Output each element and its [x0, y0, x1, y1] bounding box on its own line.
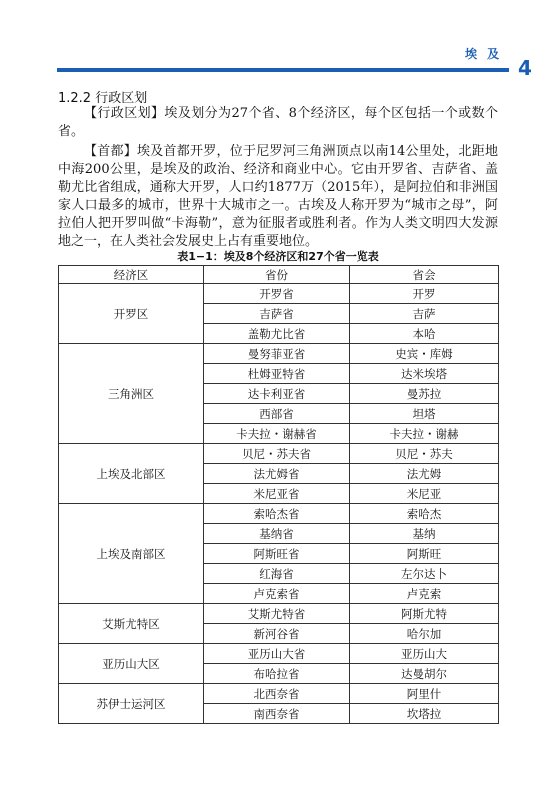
province-cell: 索哈杰省 — [204, 504, 350, 524]
province-cell: 吉萨省 — [204, 304, 350, 324]
table-row — [59, 284, 499, 304]
capital-cell: 亚历山大 — [350, 644, 499, 664]
capital-cell: 坎塔拉 — [350, 704, 499, 724]
province-cell: 基纳省 — [204, 524, 350, 544]
province-cell: 开罗省 — [204, 284, 350, 304]
province-cell: 艾斯尤特省 — [204, 604, 350, 624]
capital-cell: 阿里什 — [350, 684, 499, 704]
running-header-country: 埃 及 — [465, 47, 503, 61]
capital-cell: 达米埃塔 — [350, 364, 499, 384]
header-capital: 省会 — [350, 266, 499, 284]
province-cell: 红海省 — [204, 564, 350, 584]
section-heading: 1.2.2 行政区划 — [58, 91, 148, 106]
economic-region-cell: 艾斯尤特区 — [59, 604, 204, 644]
province-cell: 达卡利亚省 — [204, 384, 350, 404]
province-cell: 杜姆亚特省 — [204, 364, 350, 384]
capital-cell: 史宾・库姆 — [350, 344, 499, 364]
province-cell: 阿斯旺省 — [204, 544, 350, 564]
province-cell: 北西奈省 — [204, 684, 350, 704]
paragraph-capital: 【首都】埃及首都开罗，位于尼罗河三角洲顶点以南14公里处，北距地中海200公里，是埃及的政治、经济和商业中心。它由开罗省、吉萨省、盖勒尤比省组成，通称大开罗，人口约1877万（2015年），是阿拉伯和非洲国家人口最多的城市，世界十大城市之一。古埃及人称开罗为“城市之母”，阿拉伯人把开罗叫做“卡海勒”，意为征服者或胜利者。作为人类文明四大发源地之一，在人类社会发展史上占有重要地位。 — [58, 144, 498, 249]
page-number: 4 — [518, 56, 532, 80]
table-row — [59, 604, 499, 624]
capital-cell: 哈尔加 — [350, 624, 499, 644]
capital-cell: 坦塔 — [350, 404, 499, 424]
province-cell: 曼努菲亚省 — [204, 344, 350, 364]
table-row — [59, 504, 499, 524]
province-cell: 布哈拉省 — [204, 664, 350, 684]
table-row — [59, 344, 499, 364]
capital-cell: 曼苏拉 — [350, 384, 499, 404]
table-row — [59, 444, 499, 464]
economic-region-cell: 上埃及北部区 — [59, 444, 204, 504]
economic-region-cell: 三角洲区 — [59, 344, 204, 444]
capital-cell: 本哈 — [350, 324, 499, 344]
table-row — [59, 684, 499, 704]
capital-cell: 达曼胡尔 — [350, 664, 499, 684]
capital-cell: 左尔达卜 — [350, 564, 499, 584]
province-cell: 盖勒尤比省 — [204, 324, 350, 344]
economic-region-cell: 上埃及南部区 — [59, 504, 204, 604]
province-cell: 南西奈省 — [204, 704, 350, 724]
capital-cell: 索哈杰 — [350, 504, 499, 524]
province-cell: 卡夫拉・谢赫省 — [204, 424, 350, 444]
table-header-row — [59, 266, 499, 284]
province-cell: 贝尼・苏夫省 — [204, 444, 350, 464]
paragraph-administrative-division: 【行政区划】埃及划分为27个省、8个经济区，每个区包括一个或数个省。 — [58, 106, 498, 139]
province-cell: 亚历山大省 — [204, 644, 350, 664]
province-cell: 新河谷省 — [204, 624, 350, 644]
capital-cell: 贝尼・苏夫 — [350, 444, 499, 464]
capital-cell: 阿斯旺 — [350, 544, 499, 564]
capital-cell: 卡夫拉・谢赫 — [350, 424, 499, 444]
capital-cell: 法尤姆 — [350, 464, 499, 484]
province-cell: 米尼亚省 — [204, 484, 350, 504]
table-caption: 表1−1：埃及8个经济区和27个省一览表 — [177, 250, 379, 263]
capital-cell: 吉萨 — [350, 304, 499, 324]
province-cell: 卢克索省 — [204, 584, 350, 604]
header-economic-region: 经济区 — [59, 266, 204, 284]
header-rule — [57, 68, 509, 72]
header-province: 省份 — [204, 266, 350, 284]
capital-cell: 米尼亚 — [350, 484, 499, 504]
province-cell: 西部省 — [204, 404, 350, 424]
economic-region-cell: 亚历山大区 — [59, 644, 204, 684]
economic-region-cell: 开罗区 — [59, 284, 204, 344]
capital-cell: 阿斯尤特 — [350, 604, 499, 624]
capital-cell: 开罗 — [350, 284, 499, 304]
economic-region-cell: 苏伊士运河区 — [59, 684, 204, 724]
region-province-table — [58, 265, 499, 724]
table-row — [59, 644, 499, 664]
province-cell: 法尤姆省 — [204, 464, 350, 484]
capital-cell: 卢克索 — [350, 584, 499, 604]
capital-cell: 基纳 — [350, 524, 499, 544]
